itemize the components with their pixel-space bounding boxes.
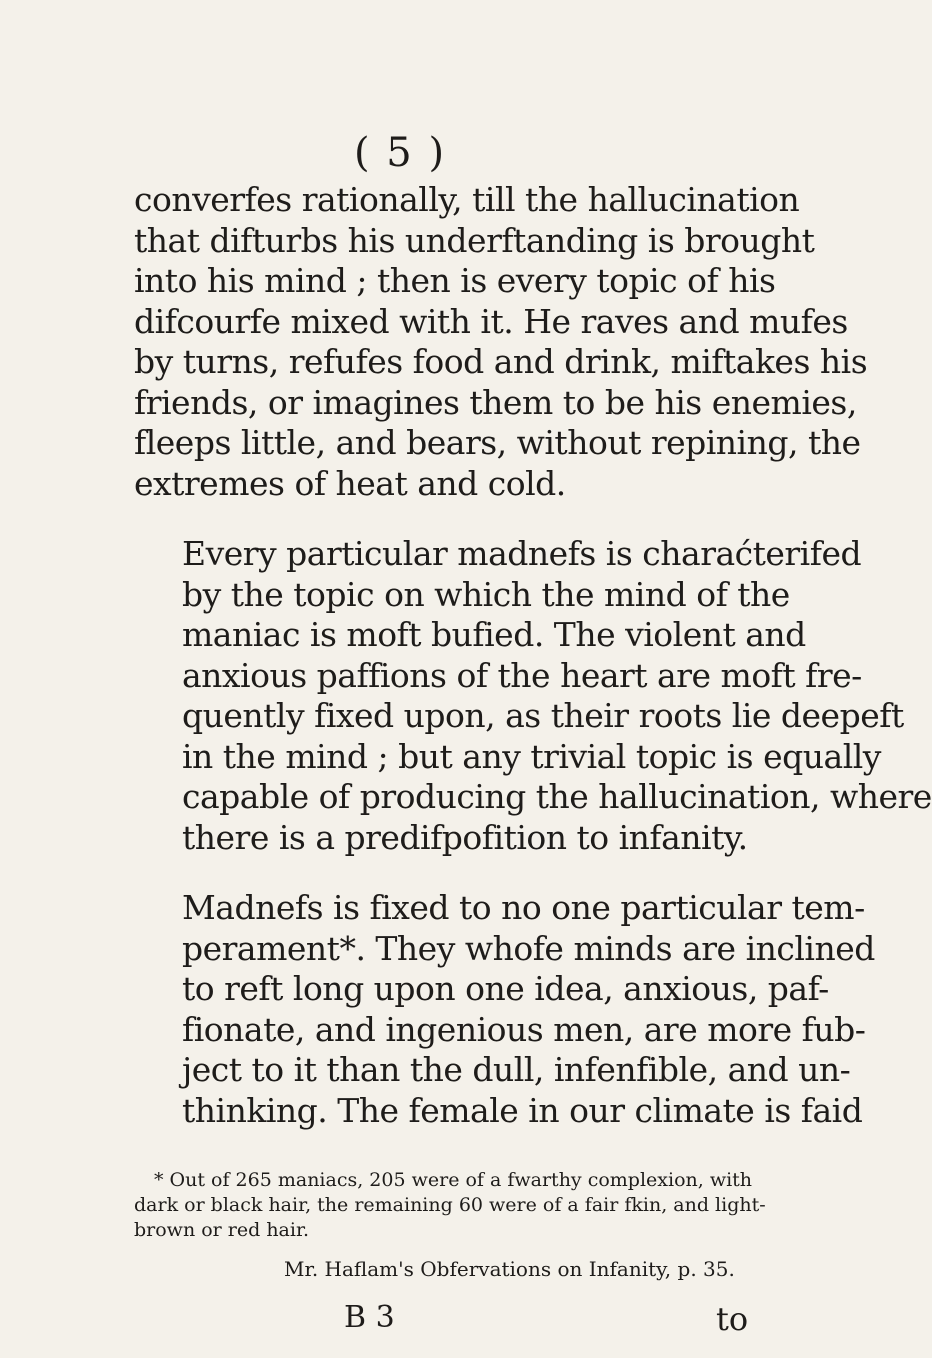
signature-mark: B 3 (344, 1300, 395, 1335)
text-line: extremes of heat and cold. (134, 463, 566, 503)
footnote-line: * Out of 265 maniacs, 205 were of a fwarthy complexion, with (154, 1169, 753, 1191)
text-line: anxious paffions of the heart are moft fre- (182, 655, 862, 695)
paragraph-2 (134, 534, 932, 858)
text-line: maniac is moft bufied. The violent and (182, 615, 806, 654)
body-text (134, 180, 932, 1131)
text-line: fleeps little, and bears, without repining, the (134, 423, 861, 462)
text-line: ject to it than the dull, infenfible, and un- (182, 1050, 851, 1089)
footnote (134, 1168, 774, 1282)
text-line: perament*. They whofe minds are inclined (182, 928, 875, 968)
text-line: Madnefs is fixed to no one particular tem- (182, 888, 865, 927)
text-line: thinking. The female in our climate is faid (182, 1090, 863, 1130)
paragraph-1 (134, 180, 868, 504)
footnote-source: Mr. Haflam's Obfervations on Infanity, p. 35. (284, 1257, 735, 1281)
footnote-line: brown or red hair. (134, 1219, 309, 1241)
footnote-line: dark or black hair, the remaining 60 were of a fair fkin, and light- (134, 1194, 766, 1216)
text-line: that difturbs his underftanding is brought (134, 220, 815, 260)
text-line: converfes rationally, till the hallucination (134, 180, 800, 219)
catchword: to (716, 1300, 749, 1338)
page-number: ( 5 ) (353, 130, 447, 176)
text-line: in the mind ; but any trivial topic is equally (182, 736, 881, 776)
text-line: friends, or imagines them to be his enemies, (134, 382, 857, 422)
text-line: Every particular madnefs is charaćterifed (182, 534, 862, 573)
text-line: there is a predifpofition to infanity. (182, 817, 748, 857)
text-line: quently fixed upon, as their roots lie deepeft (182, 696, 904, 735)
text-line: by turns, refufes food and drink, miftakes his (134, 342, 868, 381)
text-line: capable of producing the hallucination, where (182, 777, 932, 816)
text-line: to reft long upon one idea, anxious, paf- (182, 969, 829, 1008)
text-line: fionate, and ingenious men, are more fub- (182, 1009, 866, 1049)
text-line: difcourfe mixed with it. He raves and mufes (134, 301, 848, 341)
text-line: by the topic on which the mind of the (182, 574, 790, 614)
paragraph-3 (134, 888, 875, 1131)
text-line: into his mind ; then is every topic of his (134, 261, 776, 300)
